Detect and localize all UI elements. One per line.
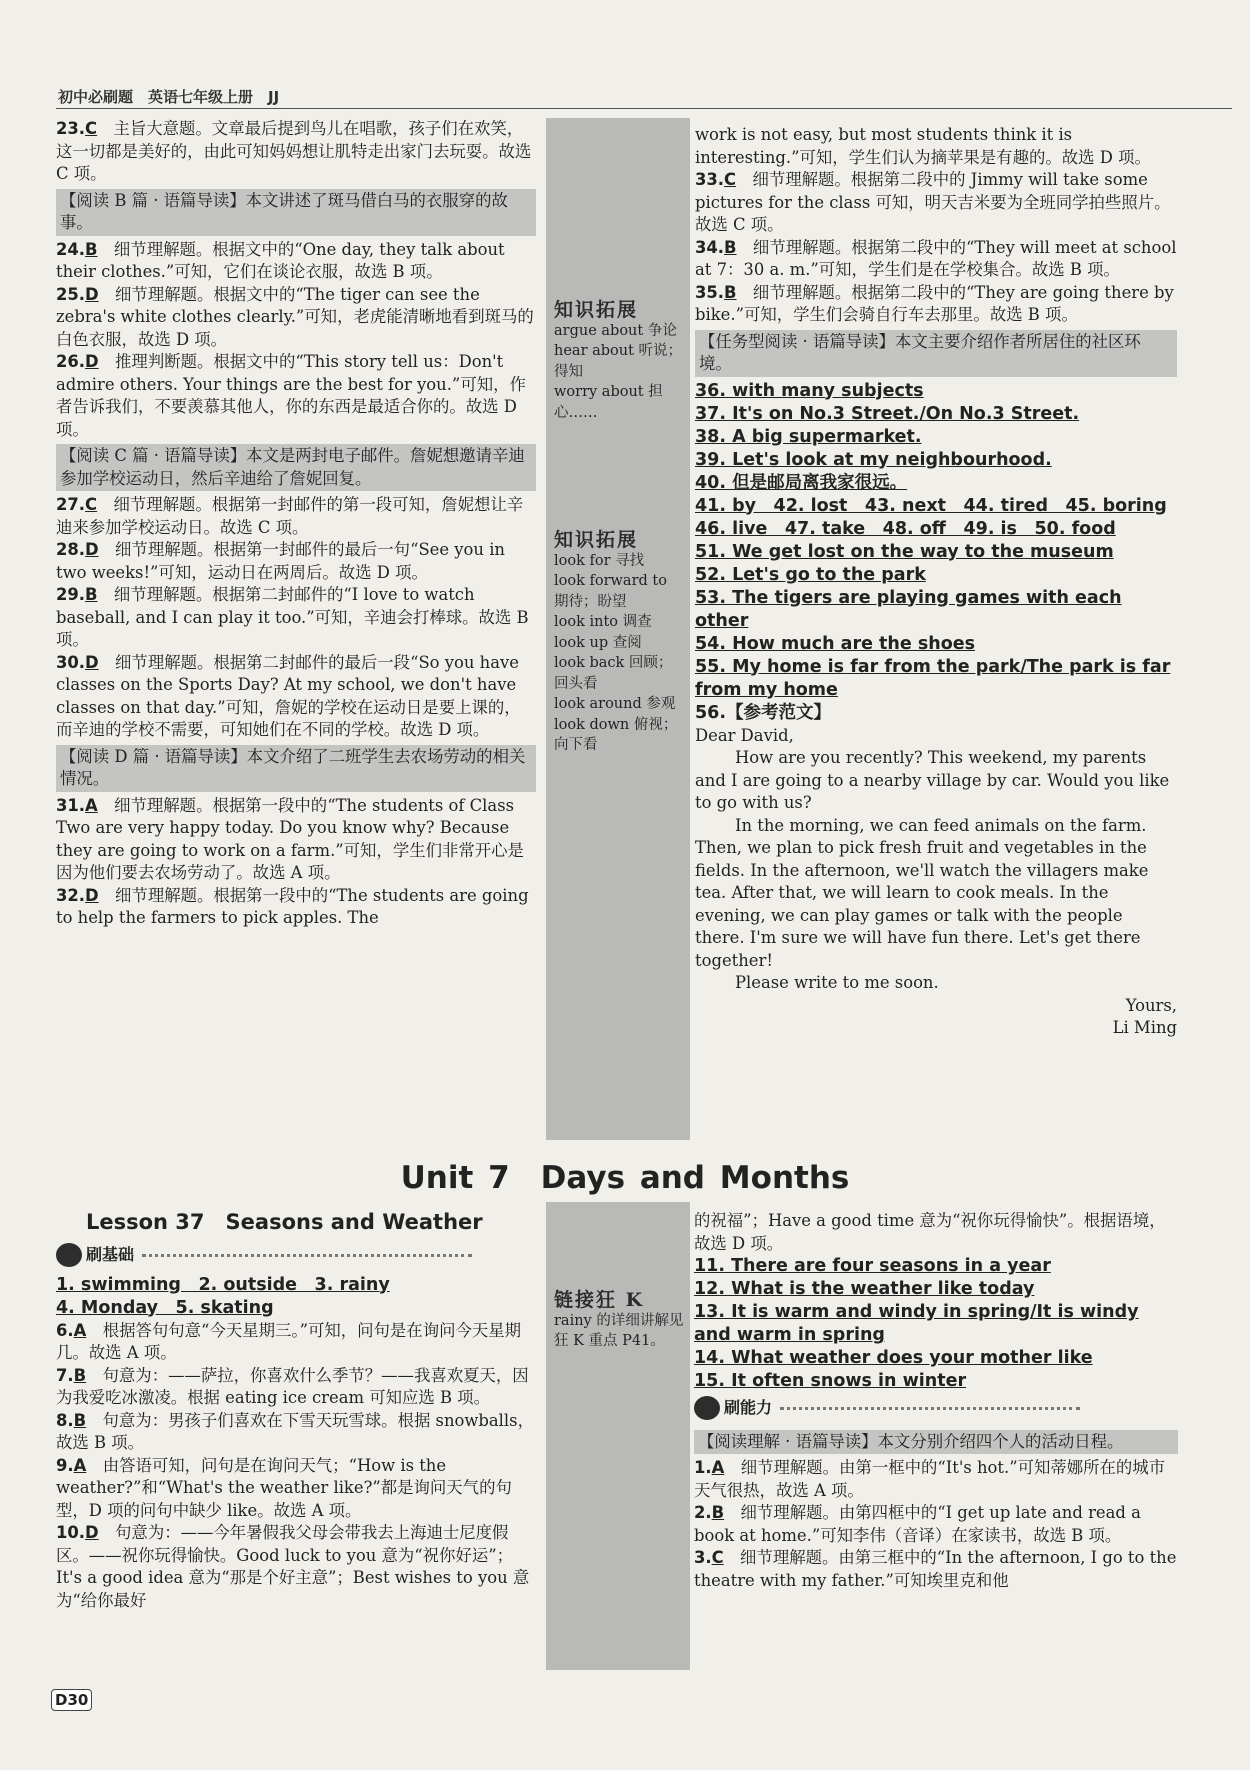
answer-item bbox=[56, 351, 536, 441]
lesson-title: Lesson 37 Seasons and Weather bbox=[86, 1210, 483, 1234]
answer-letter: B bbox=[85, 585, 98, 604]
answer-item bbox=[56, 284, 536, 352]
answer-line: 41. by 42. lost 43. next 44. tired 45. boring bbox=[695, 495, 1167, 516]
explanation-text: 细节理解题。根据第二段中的 Jimmy will take some pictures for the class 可知，明天吉米要为全班同学拍些照片。故选 C 项。 bbox=[695, 170, 1171, 234]
sidebar-strip-lower bbox=[546, 1202, 690, 1670]
answer-item bbox=[56, 1365, 536, 1410]
answer-line: 36. with many subjects bbox=[695, 380, 924, 401]
answer-line: 14. What weather does your mother like bbox=[694, 1348, 1093, 1368]
explanation-text: 细节理解题。由第三框中的“In the afternoon, I go to the theatre with my father.”可知埃里克和他 bbox=[694, 1548, 1177, 1590]
question-number: 2. bbox=[694, 1503, 712, 1522]
side-note-line: rainy 的详细讲解见狂 K 重点 P41。 bbox=[554, 1312, 684, 1349]
badge-label: 刷基础 bbox=[86, 1244, 135, 1264]
bottom-left-answers bbox=[56, 1274, 536, 1613]
badge-label: 刷能力 bbox=[724, 1397, 773, 1417]
explanation-text: 细节理解题。根据第二段中的“They are going there by bike.”可知，学生们会骑自行车去那里。故选 B 项。 bbox=[695, 282, 1174, 324]
question-number: 10. bbox=[56, 1523, 86, 1542]
answer-letter: C bbox=[85, 119, 98, 138]
answer-line: 52. Let's go to the park bbox=[695, 564, 926, 585]
fill-answer-line: 4. Monday 5. skating bbox=[56, 1297, 274, 1318]
side-note-line: hear about 听说；得知 bbox=[554, 343, 683, 380]
answer-item bbox=[56, 1522, 536, 1612]
answer-letter: D bbox=[85, 885, 99, 905]
answer-letter: B bbox=[73, 1410, 87, 1430]
answer-letter: D bbox=[85, 352, 99, 371]
answer-line: 53. The tigers are playing games with each other bbox=[695, 587, 1122, 631]
explanation-text: 细节理解题。由第四框中的“I get up late and read a book at home.”可知李伟（音译）在家读书，故选 B 项。 bbox=[694, 1503, 1141, 1545]
answer-item bbox=[56, 118, 536, 186]
question-number: 24. bbox=[56, 239, 86, 259]
question-number: 29. bbox=[56, 585, 86, 604]
explanation-text: 细节理解题。根据文中的“One day, they talk about their clothes.”可知，它们在谈论衣服，故选 B 项。 bbox=[56, 239, 505, 281]
page-header: 初中必刷题 英语七年级上册 JJ bbox=[58, 88, 280, 106]
answer-line: 40. 但是邮局离我家很远。 bbox=[695, 472, 908, 493]
side-note-3 bbox=[554, 1290, 686, 1352]
answer-item bbox=[56, 885, 536, 930]
answer-letter: B bbox=[724, 282, 737, 302]
header-rule bbox=[56, 108, 1232, 109]
side-note-line: argue about 争论 bbox=[554, 322, 677, 339]
side-note-2 bbox=[554, 530, 686, 756]
book-icon bbox=[56, 1243, 82, 1267]
answer-item bbox=[695, 237, 1177, 282]
answer-letter: A bbox=[85, 795, 98, 815]
answer-letter: B bbox=[711, 1503, 725, 1522]
side-note-line: look down 俯视；向下看 bbox=[554, 716, 678, 753]
side-note-line: look up 查阅 bbox=[554, 634, 642, 651]
answer-letter: C bbox=[85, 495, 98, 514]
question-number: 7. bbox=[56, 1365, 74, 1385]
answer-letter: C bbox=[724, 170, 737, 189]
explanation-text: 根据答句句意“今天星期三。”可知，问句是在询问今天星期几。故选 A 项。 bbox=[56, 1320, 522, 1362]
essay-paragraph: How are you recently? This weekend, my parents and I are going to a nearby village by car. Would you like to go with us? bbox=[695, 748, 1170, 812]
side-note-1 bbox=[554, 300, 686, 423]
explanation-text: 细节理解题。根据第二封邮件的最后一段“So you have classes on the Sports Day? At my school, we don't have classes on that day.”可知，詹妮的学校在运动日是要上课的，而辛迪的学校不需要，可知她们在不同的学校。故选 D 项。 bbox=[56, 652, 521, 739]
answer-item bbox=[56, 795, 536, 885]
answer-line: 13. It is warm and windy in spring/It is windy and warm in spring bbox=[694, 1302, 1139, 1345]
essay-label: 56.【参考范文】 bbox=[695, 702, 832, 723]
explanation-text: 句意为：——萨拉，你喜欢什么季节？——我喜欢夏天，因为我爱吃冰激凌。根据 eating ice cream 可知应选 B 项。 bbox=[56, 1365, 529, 1407]
dotted-rule bbox=[780, 1407, 1080, 1410]
explanation-text: 细节理解题。根据文中的“The tiger can see the zebra's white clothes clearly.”可知，老虎能清晰地看到斑马的白色衣服，故选 D 项。 bbox=[56, 284, 534, 349]
question-number: 31. bbox=[56, 795, 86, 815]
answer-item bbox=[694, 1457, 1178, 1502]
answer-line: 46. live 47. take 48. off 49. is 50. food bbox=[695, 518, 1116, 539]
question-number: 1. bbox=[694, 1458, 712, 1477]
passage-guide-box: 【阅读 D 篇 · 语篇导读】本文介绍了二班学生去农场劳动的相关情况。 bbox=[56, 745, 536, 792]
essay-signature: Li Ming bbox=[1112, 1018, 1177, 1037]
side-note-title: 知识拓展 bbox=[554, 529, 639, 551]
side-note-line: look forward to 期待；盼望 bbox=[554, 573, 667, 610]
side-note-line: look for 寻找 bbox=[554, 552, 645, 569]
question-number: 27. bbox=[56, 495, 86, 514]
side-note-line: look back 回顾；回头看 bbox=[554, 655, 673, 692]
answer-letter: B bbox=[73, 1365, 87, 1385]
answer-list bbox=[694, 1255, 1178, 1393]
bottom-left-column bbox=[56, 1240, 536, 1612]
answer-letter: D bbox=[85, 1523, 99, 1542]
passage-guide-box: 【阅读 B 篇 · 语篇导读】本文讲述了斑马借白马的衣服穿的故事。 bbox=[56, 189, 536, 236]
question-number: 26. bbox=[56, 352, 86, 371]
passage-guide-box: 【任务型阅读 · 语篇导读】本文主要介绍作者所居住的社区环境。 bbox=[695, 330, 1177, 377]
answer-line: 39. Let's look at my neighbourhood. bbox=[695, 449, 1052, 470]
answer-item bbox=[694, 1547, 1178, 1592]
side-note-line: worry about 担心…… bbox=[554, 384, 663, 421]
passage-guide-box: 【阅读 C 篇 · 语篇导读】本文是两封电子邮件。詹妮想邀请辛迪参加学校运动日，然后辛迪给了詹妮回复。 bbox=[56, 444, 536, 491]
answer-letter: D bbox=[85, 652, 99, 672]
answer-letter: C bbox=[711, 1548, 724, 1567]
explanation-text: 细节理解题。由第一框中的“It's hot.”可知蒂娜所在的城市天气很热，故选 A 项。 bbox=[694, 1458, 1166, 1500]
explanation-text: 句意为：——今年暑假我父母会带我去上海迪士尼度假区。——祝你玩得愉快。Good luck to you 意为“祝你好运”；It's a good idea 意为“那是个好主意”；Best wishes to you 意为“给你最好 bbox=[56, 1523, 530, 1610]
answer-letter: B bbox=[85, 239, 98, 259]
right-column bbox=[695, 124, 1177, 1040]
section-badge bbox=[56, 1243, 472, 1267]
essay bbox=[695, 702, 1177, 1040]
answer-line: 12. What is the weather like today bbox=[694, 1279, 1035, 1299]
answer-letter: A bbox=[73, 1455, 87, 1475]
continued-text: 的祝福”；Have a good time 意为“祝你玩得愉快”。根据语境，故选 D 项。 bbox=[694, 1211, 1166, 1253]
explanation-text: 句意为：男孩子们喜欢在下雪天玩雪球。根据 snowballs，故选 B 项。 bbox=[56, 1410, 534, 1452]
answer-line: 37. It's on No.3 Street./On No.3 Street. bbox=[695, 403, 1080, 424]
question-number: 6. bbox=[56, 1320, 74, 1340]
page-number: D30 bbox=[51, 1689, 92, 1711]
question-number: 34. bbox=[695, 237, 725, 257]
left-column bbox=[56, 118, 536, 930]
bottom-right-column bbox=[694, 1210, 1178, 1592]
answer-item bbox=[694, 1502, 1178, 1547]
right-column-explanations bbox=[695, 124, 1177, 377]
answer-letter: D bbox=[85, 540, 99, 559]
explanation-text: 细节理解题。根据第二段中的“They will meet at school at 7：30 a. m.”可知，学生们是在学校集合。故选 B 项。 bbox=[695, 237, 1177, 279]
book-icon bbox=[694, 1396, 720, 1420]
explanation-text: work is not easy, but most students think it is interesting.”可知，学生们认为摘苹果是有趣的。故选 D 项。 bbox=[695, 125, 1151, 167]
side-note-title: 知识拓展 bbox=[554, 299, 639, 321]
answer-letter: B bbox=[724, 237, 737, 257]
answer-item bbox=[56, 584, 536, 652]
answer-item bbox=[56, 539, 536, 584]
answer-item bbox=[56, 239, 536, 284]
essay-paragraph: In the morning, we can feed animals on the farm. Then, we plan to pick fresh fruit and vegetables in the fields. In the afternoon, we'll watch the villagers make tea. After that, we will learn to cook meals. In the evening, we can play games or talk with the people there. I'm sure we will have fun there. Let's get there together! bbox=[695, 815, 1149, 970]
unit-title: Unit 7 Days and Months bbox=[400, 1160, 850, 1196]
side-note-line: look into 调查 bbox=[554, 614, 652, 630]
explanation-text: 细节理解题。根据第一封邮件的第一段可知，詹妮想让辛迪来参加学校运动日。故选 C 项。 bbox=[56, 495, 524, 537]
answer-item bbox=[56, 1455, 536, 1523]
answer-line: 55. My home is far from the park/The park is far from my home bbox=[695, 656, 1171, 700]
answer-line: 51. We get lost on the way to the museum bbox=[695, 541, 1114, 562]
answer-line: 11. There are four seasons in a year bbox=[694, 1256, 1051, 1276]
answer-item bbox=[695, 282, 1177, 327]
essay-greeting: Dear David, bbox=[695, 725, 794, 745]
side-note-title: 链接狂 K bbox=[554, 1289, 645, 1311]
explanation-text: 由答语可知，问句是在询问天气；“How is the weather?”和“What's the weather like?”都是询问天气的句型，D 项的问句中缺少 like。故选 A 项。 bbox=[56, 1455, 512, 1520]
answer-item bbox=[56, 1410, 536, 1455]
essay-paragraph: Please write to me soon. bbox=[735, 973, 939, 992]
answer-line: 54. How much are the shoes bbox=[695, 633, 976, 654]
answer-item bbox=[56, 652, 536, 742]
explanation-text: 细节理解题。根据第一封邮件的最后一句“See you in two weeks!”可知，运动日在两周后。故选 D 项。 bbox=[56, 540, 505, 582]
question-number: 23. bbox=[56, 119, 86, 138]
answer-item bbox=[695, 169, 1177, 237]
question-number: 33. bbox=[695, 170, 725, 189]
passage-guide-box: 【阅读理解 · 语篇导读】本文分别介绍四个人的活动日程。 bbox=[694, 1430, 1178, 1455]
answer-line: 15. It often snows in winter bbox=[694, 1371, 967, 1391]
essay-closing: Yours, bbox=[1125, 995, 1177, 1015]
answer-item bbox=[56, 1320, 536, 1365]
side-note-line: look around 参观 bbox=[554, 696, 676, 712]
answer-letter: A bbox=[73, 1320, 87, 1340]
answer-item bbox=[695, 124, 1177, 169]
fill-answer-line: 1. swimming 2. outside 3. rainy bbox=[56, 1274, 390, 1295]
explanation-text: 主旨大意题。文章最后提到鸟儿在唱歌，孩子们在欢笑，这一切都是美好的，由此可知妈妈想让肌特走出家门去玩耍。故选 C 项。 bbox=[56, 119, 532, 183]
explanation-text: 细节理解题。根据第一段中的“The students of Class Two are very happy today. Do you know why? Because they are going to work on a farm.”可知，学生们非常开心是因为他们要去农场劳动了。故选 A 项。 bbox=[56, 795, 524, 882]
question-number: 35. bbox=[695, 282, 725, 302]
explanation-text: 推理判断题。根据文中的“This story tell us：Don't admire others. Your things are the best for you.”可知，作者告诉我们，不要羡慕其他人，你的东西是最适合你的。故选 D 项。 bbox=[56, 352, 526, 439]
explanation-text: 细节理解题。根据第一段中的“The students are going to help the farmers to pick apples. The bbox=[56, 885, 529, 927]
bottom-right-answers bbox=[694, 1430, 1178, 1593]
answer-line: 38. A big supermarket. bbox=[695, 426, 922, 447]
question-number: 28. bbox=[56, 540, 86, 559]
explanation-text: 细节理解题。根据第二封邮件的“I love to watch baseball, and I can play it too.”可知，辛迪会打棒球。故选 B 项。 bbox=[56, 585, 529, 649]
question-number: 25. bbox=[56, 284, 86, 304]
answer-list bbox=[695, 380, 1177, 702]
question-number: 32. bbox=[56, 885, 86, 905]
answer-letter: D bbox=[85, 284, 99, 304]
dotted-rule bbox=[142, 1254, 472, 1257]
question-number: 9. bbox=[56, 1455, 74, 1475]
question-number: 8. bbox=[56, 1410, 74, 1430]
answer-letter: A bbox=[711, 1458, 725, 1477]
section-badge bbox=[694, 1396, 1080, 1420]
question-number: 3. bbox=[694, 1548, 712, 1567]
question-number: 30. bbox=[56, 652, 86, 672]
answer-item bbox=[56, 494, 536, 539]
